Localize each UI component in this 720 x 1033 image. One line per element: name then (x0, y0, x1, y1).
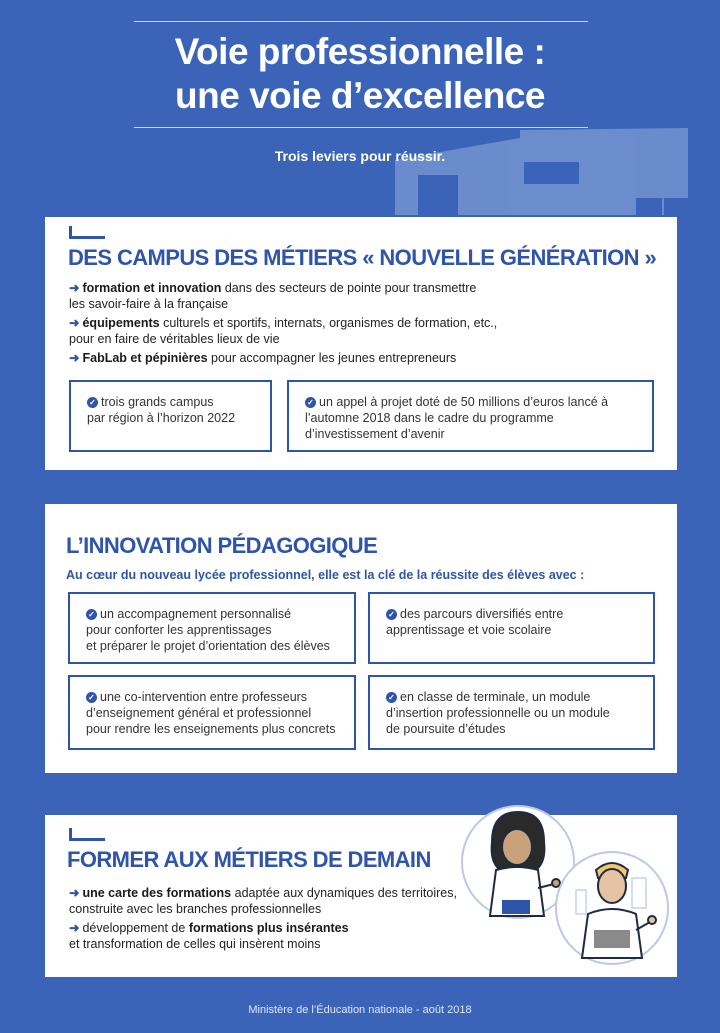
metiers-bullets (69, 885, 509, 955)
page-subtitle: Trois leviers pour réussir. (274, 148, 446, 164)
arrow-right-icon: ➜ (69, 886, 80, 900)
innovation-intro: Au cœur du nouveau lycée professionnel, elle est la clé de la réussite des élèves avec : (66, 568, 585, 582)
header-rule-bottom (134, 127, 588, 128)
campus-box: ✓ trois grands campus par région à l’horizon 2022 (69, 380, 272, 452)
list-item: ➜ développement de formations plus insérantes et transformation de celles qui insèrent moins (69, 921, 349, 951)
innovation-panel (45, 504, 677, 773)
footer-credit: Ministère de l’Éducation nationale - août 2018 (248, 1004, 472, 1016)
section-accent (69, 838, 105, 841)
check-circle-icon: ✓ (87, 397, 98, 408)
metiers-panel (45, 815, 677, 977)
campus-panel (45, 217, 677, 470)
section-accent (69, 236, 105, 239)
check-circle-icon: ✓ (386, 692, 397, 703)
innovation-box: ✓ une co-intervention entre professeurs d’enseignement général et professionnel pour rendre les enseignements plus concrets (68, 675, 356, 750)
list-item: ➜ FabLab et pépinières pour accompagner les jeunes entrepreneurs (69, 351, 457, 365)
innovation-box: ✓ des parcours diversifiés entre apprentissage et voie scolaire (368, 592, 655, 664)
campus-bullets (69, 280, 659, 369)
list-item: ➜ formation et innovation dans des secteurs de pointe pour transmettre les savoir-faire à la française (69, 281, 477, 311)
list-item: ➜ une carte des formations adaptée aux dynamiques des territoires, construite avec les branches professionnelles (69, 886, 457, 916)
header-rule-top (134, 21, 588, 22)
arrow-right-icon: ➜ (69, 351, 80, 365)
innovation-title: L’INNOVATION PÉDAGOGIQUE (66, 533, 378, 558)
campus-title: DES CAMPUS DES MÉTIERS « NOUVELLE GÉNÉRATION » (68, 245, 657, 270)
campus-box: ✓ un appel à projet doté de 50 millions d’euros lancé à l’automne 2018 dans le cadre du programme d’investissement d’avenir (287, 380, 654, 452)
check-circle-icon: ✓ (86, 692, 97, 703)
metiers-title: FORMER AUX MÉTIERS DE DEMAIN (67, 847, 431, 872)
arrow-right-icon: ➜ (69, 921, 80, 935)
check-circle-icon: ✓ (86, 609, 97, 620)
check-circle-icon: ✓ (305, 397, 316, 408)
innovation-box: ✓ en classe de terminale, un module d’insertion professionnelle ou un module de poursuite d’études (368, 675, 655, 750)
innovation-box: ✓ un accompagnement personnalisé pour conforter les apprentissages et préparer le projet d’orientation des élèves (68, 592, 356, 664)
check-circle-icon: ✓ (386, 609, 397, 620)
arrow-right-icon: ➜ (69, 281, 80, 295)
list-item: ➜ équipements culturels et sportifs, internats, organismes de formation, etc., pour en faire de véritables lieux de vie (69, 316, 498, 346)
arrow-right-icon: ➜ (69, 316, 80, 330)
page-title: Voie professionnelle : une voie d’excellence (174, 31, 546, 116)
